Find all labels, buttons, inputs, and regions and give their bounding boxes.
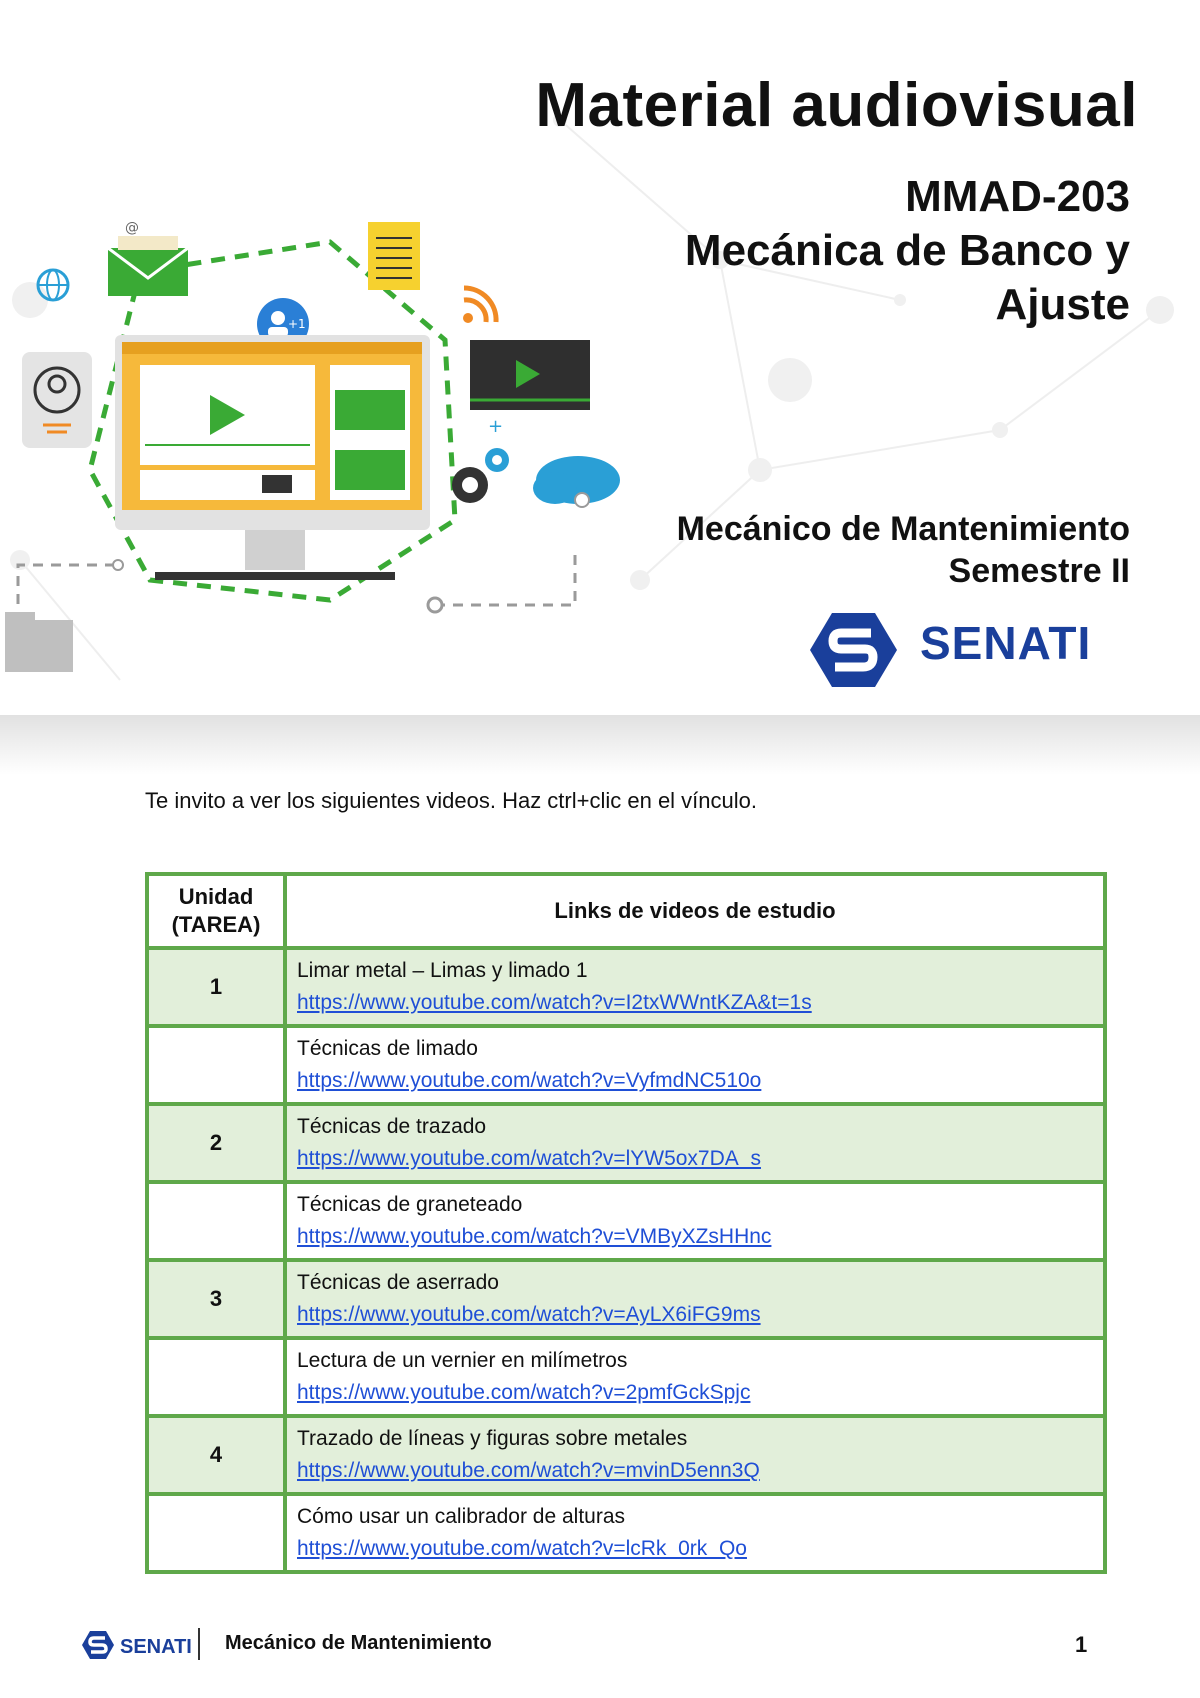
table-row — [147, 1026, 1105, 1104]
video-link[interactable]: https://www.youtube.com/watch?v=AyLX6iFG9ms — [297, 1303, 761, 1326]
semester: Semestre II — [948, 552, 1130, 590]
rss-icon — [463, 288, 496, 323]
video-player-icon — [470, 340, 590, 410]
video-cell — [285, 1416, 1105, 1494]
unit-cell: 3 — [147, 1260, 285, 1338]
video-title: Cómo usar un calibrador de alturas — [297, 1505, 626, 1528]
video-link[interactable]: https://www.youtube.com/watch?v=2pmfGckSpjc — [297, 1381, 751, 1404]
video-link[interactable]: https://www.youtube.com/watch?v=I2txWWntKZA&t=1s — [297, 991, 812, 1014]
video-cell — [285, 1338, 1105, 1416]
globe-icon — [38, 270, 68, 300]
video-title: Trazado de líneas y figuras sobre metales — [297, 1427, 688, 1450]
cloud-icon — [533, 456, 620, 507]
video-title: Técnicas de limado — [297, 1037, 478, 1060]
gear-icon — [452, 416, 509, 503]
video-title: Técnicas de graneteado — [297, 1193, 523, 1216]
course-heading — [685, 170, 1130, 332]
header-unit-line2: (TAREA) — [171, 912, 261, 937]
course-name-line2: Ajuste — [995, 280, 1130, 329]
senati-wordmark: SENATI — [920, 617, 1092, 669]
course-name-line1: Mecánica de Banco y — [684, 226, 1130, 275]
profile-icon — [22, 352, 92, 448]
video-link[interactable]: https://www.youtube.com/watch?v=mvinD5enn3Q — [297, 1459, 760, 1482]
header-links: Links de videos de estudio — [285, 874, 1105, 948]
video-cell — [285, 1494, 1105, 1572]
unit-cell — [147, 1338, 285, 1416]
table-row — [147, 1182, 1105, 1260]
svg-text:+: + — [488, 416, 504, 437]
career-name: Mecánico de Mantenimiento — [676, 510, 1130, 548]
video-cell — [285, 1104, 1105, 1182]
document-icon — [368, 222, 420, 290]
footer-senati-logo-icon — [80, 1628, 210, 1662]
audiovisual-illustration — [0, 200, 640, 700]
table-header-row — [147, 874, 1105, 948]
envelope-icon — [108, 220, 188, 296]
cover-header — [0, 0, 1200, 760]
video-link[interactable]: https://www.youtube.com/watch?v=lYW5ox7DA_s — [297, 1147, 761, 1170]
video-title: Técnicas de aserrado — [297, 1271, 499, 1294]
video-cell — [285, 1260, 1105, 1338]
footer-separator — [198, 1628, 200, 1660]
document-title: Material audiovisual — [535, 71, 1138, 140]
footer-brand: SENATI — [120, 1636, 192, 1658]
header-unit — [147, 874, 285, 948]
table-row — [147, 1494, 1105, 1572]
table-row — [147, 1104, 1105, 1182]
video-link[interactable]: https://www.youtube.com/watch?v=lcRk_0rk_Qo — [297, 1537, 747, 1560]
video-cell — [285, 1026, 1105, 1104]
video-cell — [285, 948, 1105, 1026]
monitor-icon — [115, 335, 430, 580]
video-title: Lectura de un vernier en milímetros — [297, 1349, 628, 1372]
unit-cell — [147, 1182, 285, 1260]
table-row — [147, 1416, 1105, 1494]
svg-text:+1: +1 — [288, 317, 306, 331]
unit-cell — [147, 1494, 285, 1572]
footer-career: Mecánico de Mantenimiento — [225, 1632, 492, 1654]
page-number: 1 — [1075, 1632, 1088, 1657]
unit-cell: 4 — [147, 1416, 285, 1494]
unit-cell — [147, 1026, 285, 1104]
video-cell — [285, 1182, 1105, 1260]
header-unit-line1: Unidad — [178, 884, 254, 909]
table-row — [147, 1338, 1105, 1416]
video-link[interactable]: https://www.youtube.com/watch?v=VMByXZsHHnc — [297, 1225, 772, 1248]
course-code: MMAD-203 — [905, 172, 1130, 221]
video-title: Limar metal – Limas y limado 1 — [297, 959, 588, 982]
career-heading — [677, 508, 1130, 592]
unit-cell: 2 — [147, 1104, 285, 1182]
video-title: Técnicas de trazado — [297, 1115, 487, 1138]
video-link[interactable]: https://www.youtube.com/watch?v=VyfmdNC510o — [297, 1069, 762, 1092]
table-row — [147, 948, 1105, 1026]
header-divider — [0, 715, 1200, 775]
unit-cell: 1 — [147, 948, 285, 1026]
video-links-table — [145, 872, 1107, 1574]
table-row — [147, 1260, 1105, 1338]
folder-icon — [5, 612, 73, 672]
intro-text: Te invito a ver los siguientes videos. Haz ctrl+clic en el vínculo. — [145, 788, 758, 813]
svg-text:@: @ — [125, 220, 139, 236]
